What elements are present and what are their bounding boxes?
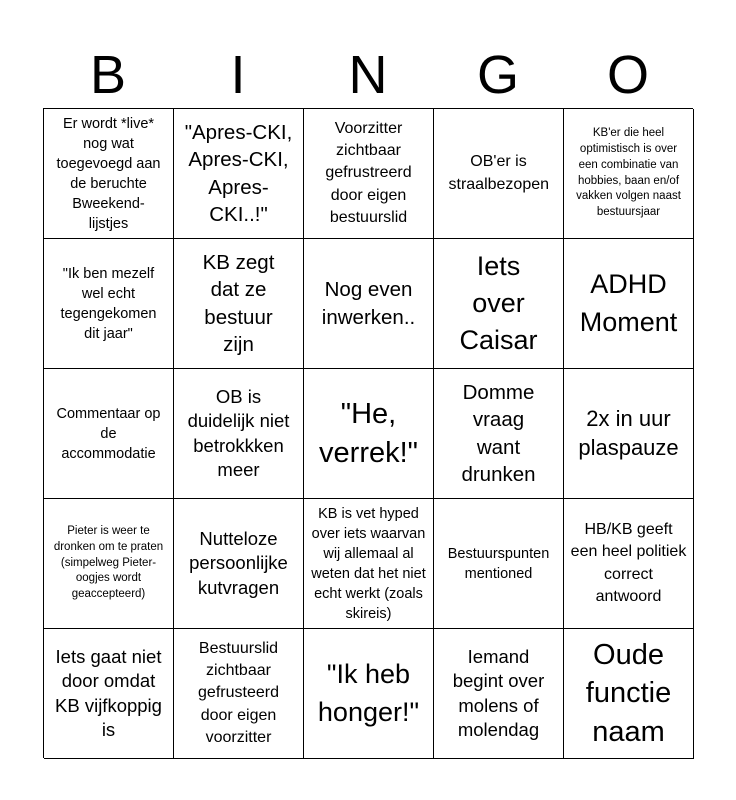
bingo-cell[interactable] (174, 629, 304, 759)
cell-text: "Apres-CKI, Apres-CKI, Apres-CKI..!" (184, 121, 293, 226)
cell-text: 2x in uur plaspauze (578, 405, 679, 460)
bingo-cell[interactable] (304, 109, 434, 239)
header-letter-n: N (348, 45, 388, 105)
cell-text: OB'er is straalbezopen (448, 153, 550, 193)
bingo-cell[interactable] (434, 239, 564, 369)
cell-text: Bestuurspunten mentioned (447, 545, 550, 582)
bingo-cell[interactable] (304, 499, 434, 629)
cell-text: Nog even inwerken.. (321, 278, 416, 329)
cell-text: Iets over Caisar (459, 250, 538, 356)
bingo-cell[interactable] (564, 109, 694, 239)
bingo-cell[interactable] (434, 109, 564, 239)
bingo-cell[interactable] (44, 369, 174, 499)
cell-text: "Ik ben mezelf wel echt tegengekomen dit jaar" (60, 265, 157, 342)
cell-text: HB/KB geeft een heel politiek correct antwoord (570, 521, 687, 605)
cell-text: Pieter is weer te dronken om te praten (simpelweg Pieter-oogjes wordt geaccepteerd) (53, 524, 164, 601)
bingo-cell[interactable] (44, 499, 174, 629)
bingo-cell[interactable] (434, 629, 564, 759)
header-letter-g: G (476, 45, 519, 105)
cell-text: Iemand begint over molens of molendag (452, 645, 545, 740)
cell-text: Iets gaat niet door omdat KB vijfkoppig is (55, 645, 162, 740)
header-letter-b: B (89, 45, 127, 105)
cell-text: Domme vraag want drunken (461, 381, 536, 486)
bingo-cell[interactable] (174, 499, 304, 629)
bingo-cell[interactable] (564, 629, 694, 759)
bingo-cell[interactable] (304, 239, 434, 369)
bingo-cell[interactable] (174, 369, 304, 499)
cell-text: Er wordt *live* nog wat toegevoegd aan de beruchte Bweekend-lijstjes (56, 115, 161, 232)
bingo-cell[interactable] (44, 109, 174, 239)
bingo-cell[interactable] (44, 629, 174, 759)
bingo-cell[interactable] (564, 369, 694, 499)
cell-text: Bestuurslid zichtbaar gefrusteerd door eigen voorzitter (198, 640, 279, 746)
bingo-cell[interactable] (564, 499, 694, 629)
bingo-cell[interactable] (564, 239, 694, 369)
bingo-cell[interactable] (174, 109, 304, 239)
bingo-cell[interactable] (304, 629, 434, 759)
cell-text: Nutteloze persoonlijke kutvragen (189, 527, 288, 598)
header-letter-o: O (606, 45, 649, 105)
cell-text: Commentaar op de accommodatie (56, 405, 161, 462)
bingo-cell[interactable] (434, 499, 564, 629)
bingo-cell[interactable] (174, 239, 304, 369)
bingo-cell[interactable] (304, 369, 434, 499)
cell-text: KB zegt dat ze bestuur zijn (202, 251, 275, 356)
cell-text: Voorzitter zichtbaar gefrustreerd door eigen bestuurslid (325, 120, 412, 226)
cell-text: OB is duidelijk niet betrokkken meer (187, 385, 290, 480)
header-letter-i: I (230, 45, 246, 105)
bingo-header (43, 44, 693, 106)
cell-text: Oude functie naam (585, 639, 672, 748)
bingo-cell[interactable] (44, 239, 174, 369)
cell-text: "He, verrek!" (319, 398, 418, 469)
cell-text: ADHD Moment (579, 269, 678, 337)
bingo-cell[interactable] (434, 369, 564, 499)
cell-text: KB is vet hyped over iets waarvan wij allemaal al weten dat het niet echt werkt (zoals skireis) (311, 505, 426, 622)
cell-text: "Ik heb honger!" (317, 659, 420, 727)
cell-text: KB'er die heel optimistisch is over een combinatie van hobbies, baan en/of vakken volgen naast bestuursjaar (576, 126, 681, 219)
bingo-card (43, 108, 693, 758)
